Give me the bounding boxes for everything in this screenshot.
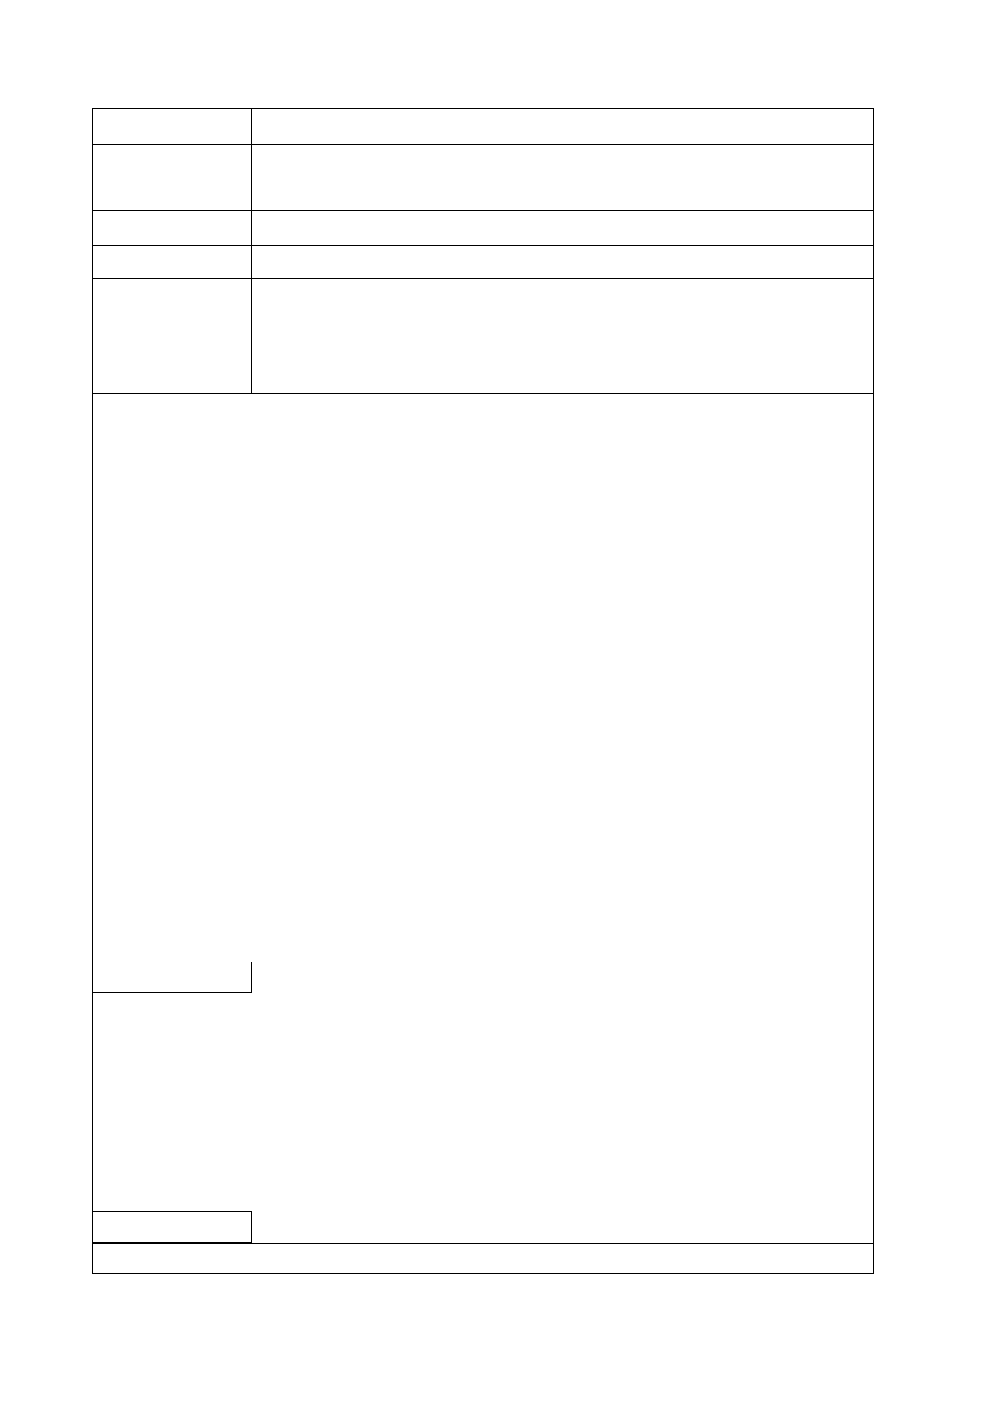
- value-koji-mei: [252, 145, 873, 210]
- label-koki: [93, 246, 252, 278]
- row-koji-gaiyo: [93, 279, 873, 394]
- value-koji-basho: [252, 211, 873, 245]
- row-tanto: [93, 109, 873, 145]
- value-tanto: [252, 109, 873, 144]
- bikou-divider: [93, 1243, 873, 1244]
- value-koji-gaiyo: [252, 279, 873, 393]
- row-koji-basho: [93, 211, 873, 246]
- bikou-heading: [93, 1211, 252, 1243]
- label-tanto: [93, 109, 252, 144]
- row-koki: [93, 246, 873, 279]
- label-koji-gaiyo: [93, 279, 252, 393]
- label-koji-basho: [93, 211, 252, 245]
- project-summary-table: [92, 108, 874, 1274]
- value-koki: [252, 246, 873, 278]
- label-koji-mei: [93, 145, 252, 210]
- notes-heading: [93, 962, 252, 993]
- row-koji-mei: [93, 145, 873, 211]
